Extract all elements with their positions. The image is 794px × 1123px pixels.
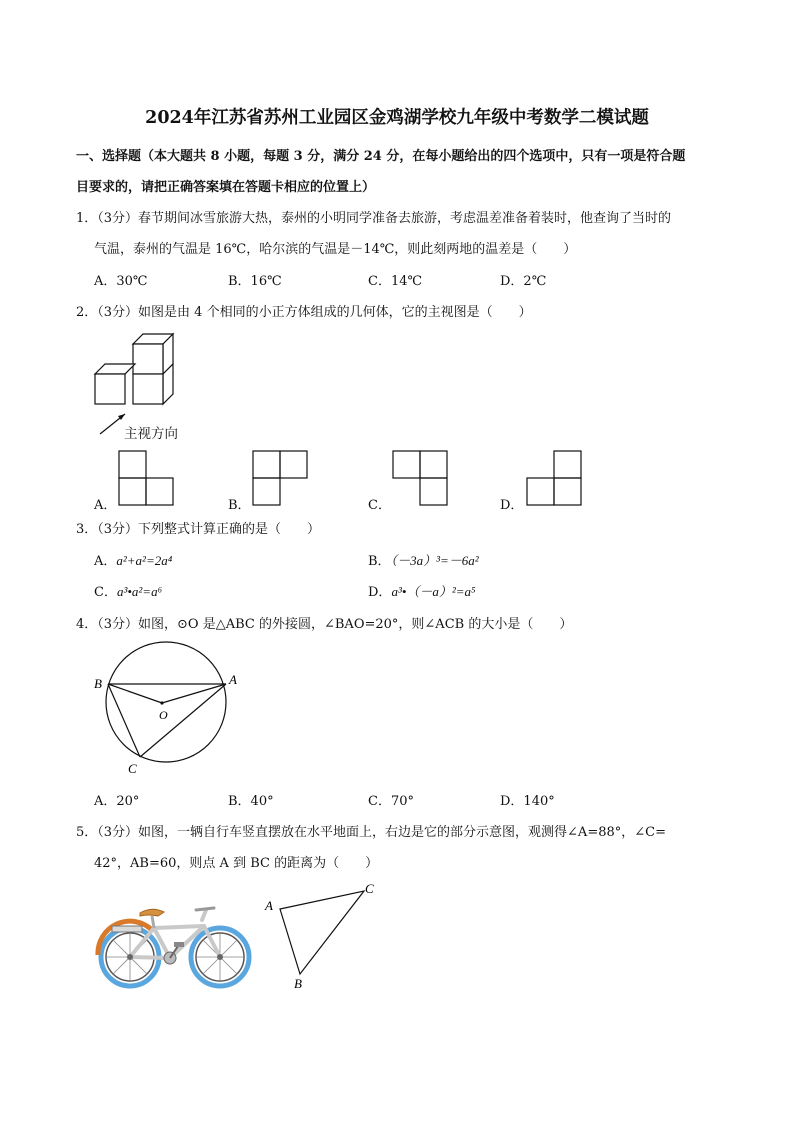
q3-stem: 3．（3分）下列整式计算正确的是（ ） [76,522,321,537]
q5-point-a-label: A [265,898,273,913]
section-header-line2: 目要求的，请把正确答案填在答题卡相应的位置上） [76,180,376,195]
q1-stem-line2: 气温，泰州的气温是 16℃，哈尔滨的气温是－14℃，则此刻两地的温差是（ ） [94,242,577,257]
view-direction-label: 主视方向 [124,426,178,442]
q2-option-b-figure [252,450,312,506]
q2-option-c: C． [368,498,391,513]
q1-option-b: B．16℃ [228,274,282,289]
point-o-label: O [159,708,168,722]
bicycle-illustration [92,900,257,995]
q3-option-a: A．a²+a²=2a⁴ [94,553,173,569]
section-header-line1: 一、选择题（本大题共 8 小题，每题 3 分，满分 24 分，在每小题给出的四个选项中，只有一项是符合题 [76,149,686,164]
point-a-label: A [229,672,237,687]
q5-stem-line1: 5．（3分）如图，一辆自行车竖直摆放在水平地面上，右边是它的部分示意图，观测得∠A=88°，∠C= [76,825,666,840]
q4-option-a: A．20° [94,794,140,809]
page-title: 2024年江苏省苏州工业园区金鸡湖学校九年级中考数学二模试题 [145,108,649,128]
q5-point-b-label: B [294,976,302,991]
q2-stem: 2．（3分）如图是由 4 个相同的小正方体组成的几何体，它的主视图是（ ） [76,305,532,320]
q3-option-c: C．a³•a²=a⁶ [94,584,163,600]
q4-stem: 4．（3分）如图，⊙O 是△ABC 的外接圆，∠BAO=20°，则∠ACB 的大小是（ ） [76,617,573,632]
q1-stem-line1: 1．（3分）春节期间冰雪旅游大热，泰州的小明同学准备去旅游，考虑温差准备着装时，他查询了当时的 [76,211,672,226]
q2-option-b: B． [228,498,251,513]
q2-option-c-figure [392,450,452,506]
q1-option-a: A．30℃ [94,274,148,289]
q3-option-d: D．a³•（－a）²=a⁵ [368,584,476,600]
q3-option-b: B．（－3a）³=－6a² [368,553,479,569]
q5-stem-line2: 42°，AB=60，则点 A 到 BC 的距离为（ ） [94,856,379,871]
q4-circle-figure [90,640,250,780]
q5-triangle-figure [262,880,382,990]
q2-option-d: D． [500,498,524,513]
q4-option-c: C．70° [368,794,414,809]
q2-option-a-figure [118,450,178,506]
q5-point-c-label: C [365,881,374,896]
q2-option-a: A． [94,498,117,513]
q1-option-c: C．14℃ [368,274,423,289]
q1-option-d: D．2℃ [500,274,547,289]
point-b-label: B [94,676,102,691]
q4-option-b: B．40° [228,794,274,809]
point-c-label: C [128,761,137,776]
q4-option-d: D．140° [500,794,555,809]
q2-option-d-figure [526,450,586,506]
